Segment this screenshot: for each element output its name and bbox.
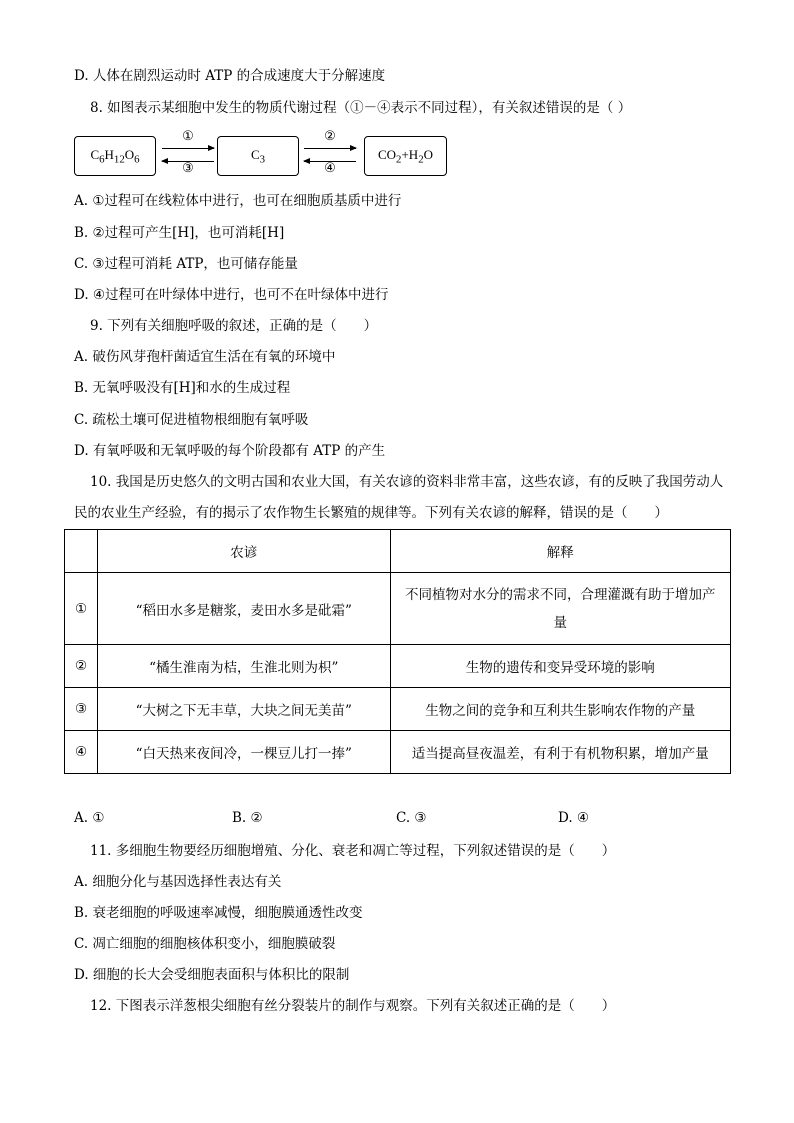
- table-row: [65, 645, 731, 688]
- glucose-box: $C_6H_{12}O_6$: [74, 136, 156, 176]
- q7-option-d: D. 人体在剧烈运动时 ATP 的合成速度大于分解速度: [74, 68, 386, 84]
- q9-option-b: B. 无氧呼吸没有[H]和水的生成过程: [74, 380, 291, 396]
- explain-cell: 不同植物对水分的需求不同，合理灌溉有助于增加产量: [390, 573, 730, 645]
- q11-stem: 11. 多细胞生物要经历细胞增殖、分化、衰老和凋亡等过程，下列叙述错误的是（ ）: [90, 843, 616, 859]
- proverb-cell: “大树之下无丰草，大块之间无美苗”: [97, 688, 390, 731]
- q8-option-c: C. ③过程可消耗 ATP，也可储存能量: [74, 256, 298, 272]
- q10-stem-line2: 民的农业生产经验，有的揭示了农作物生长繁殖的规律等。下列有关农谚的解释，错误的是（ ）: [74, 505, 668, 521]
- q10-stem-line1: 10. 我国是历史悠久的文明古国和农业大国，有关农谚的资料非常丰富，这些农谚，有的反映了我国劳动人: [90, 474, 724, 490]
- q10-option-d: D. ④: [558, 810, 590, 826]
- explain-cell: 生物的遗传和变异受环境的影响: [390, 645, 730, 688]
- row-number: ②: [65, 645, 98, 688]
- proverb-cell: “白天热来夜间冷，一棵豆儿打一捧”: [97, 731, 390, 774]
- q9-stem: 9. 下列有关细胞呼吸的叙述，正确的是（ ）: [90, 318, 378, 334]
- explain-cell: 生物之间的竞争和互利共生影响农作物的产量: [390, 688, 730, 731]
- q8-option-b: B. ②过程可产生[H]，也可消耗[H]: [74, 225, 285, 241]
- arrow-right-2: [304, 148, 356, 149]
- proverb-table: [64, 529, 731, 774]
- c3-box: $C_3$: [217, 136, 299, 176]
- q9-option-c: C. 疏松土壤可促进植物根细胞有氧呼吸: [74, 412, 309, 428]
- proverb-cell: “稻田水多是糖浆，麦田水多是砒霜”: [97, 573, 390, 645]
- table-header-row: [65, 530, 731, 573]
- q12-stem: 12. 下图表示洋葱根尖细胞有丝分裂装片的制作与观察。下列有关叙述正确的是（ ）: [90, 998, 616, 1014]
- row-number: ③: [65, 688, 98, 731]
- table-header-cell: [65, 530, 98, 573]
- table-row: [65, 731, 731, 774]
- co2-h2o-box: $CO_2+H_2O$: [364, 136, 447, 176]
- arrow-right-1: [162, 148, 214, 149]
- table-header-cell: 农谚: [97, 530, 390, 573]
- table-row: [65, 573, 731, 645]
- arrow-label-2: ②: [324, 129, 336, 144]
- q11-option-c: C. 凋亡细胞的细胞核体积变小，细胞膜破裂: [74, 936, 336, 952]
- q8-option-d: D. ④过程可在叶绿体中进行，也可不在叶绿体中进行: [74, 287, 389, 303]
- q8-option-a: A. ①过程可在线粒体中进行，也可在细胞质基质中进行: [74, 193, 402, 209]
- table-row: [65, 688, 731, 731]
- arrows-1-3: [160, 129, 216, 180]
- q9-option-d: D. 有氧呼吸和无氧呼吸的每个阶段都有 ATP 的产生: [74, 443, 386, 459]
- row-number: ④: [65, 731, 98, 774]
- q10-option-b: B. ②: [232, 810, 263, 826]
- arrows-2-4: [302, 129, 358, 180]
- q9-option-a: A. 破伤风芽孢杆菌适宜生活在有氧的环境中: [74, 349, 336, 365]
- q8-stem: 8. 如图表示某细胞中发生的物质代谢过程（①－④表示不同过程），有关叙述错误的是（ ）: [90, 100, 632, 116]
- q10-option-a: A. ①: [74, 810, 105, 826]
- q11-option-b: B. 衰老细胞的呼吸速率减慢，细胞膜通透性改变: [74, 905, 363, 921]
- q11-option-a: A. 细胞分化与基因选择性表达有关: [74, 874, 282, 890]
- q10-option-c: C. ③: [396, 810, 427, 826]
- metabolism-diagram: [74, 129, 454, 182]
- table-header-cell: 解释: [390, 530, 730, 573]
- row-number: ①: [65, 573, 98, 645]
- q11-option-d: D. 细胞的长大会受细胞表面积与体积比的限制: [74, 967, 350, 983]
- arrow-label-3: ③: [182, 161, 194, 176]
- q10-options: [74, 810, 674, 830]
- arrow-label-4: ④: [324, 161, 336, 176]
- arrow-label-1: ①: [182, 129, 194, 144]
- explain-cell: 适当提高昼夜温差，有利于有机物积累，增加产量: [390, 731, 730, 774]
- proverb-cell: “橘生淮南为桔，生淮北则为枳”: [97, 645, 390, 688]
